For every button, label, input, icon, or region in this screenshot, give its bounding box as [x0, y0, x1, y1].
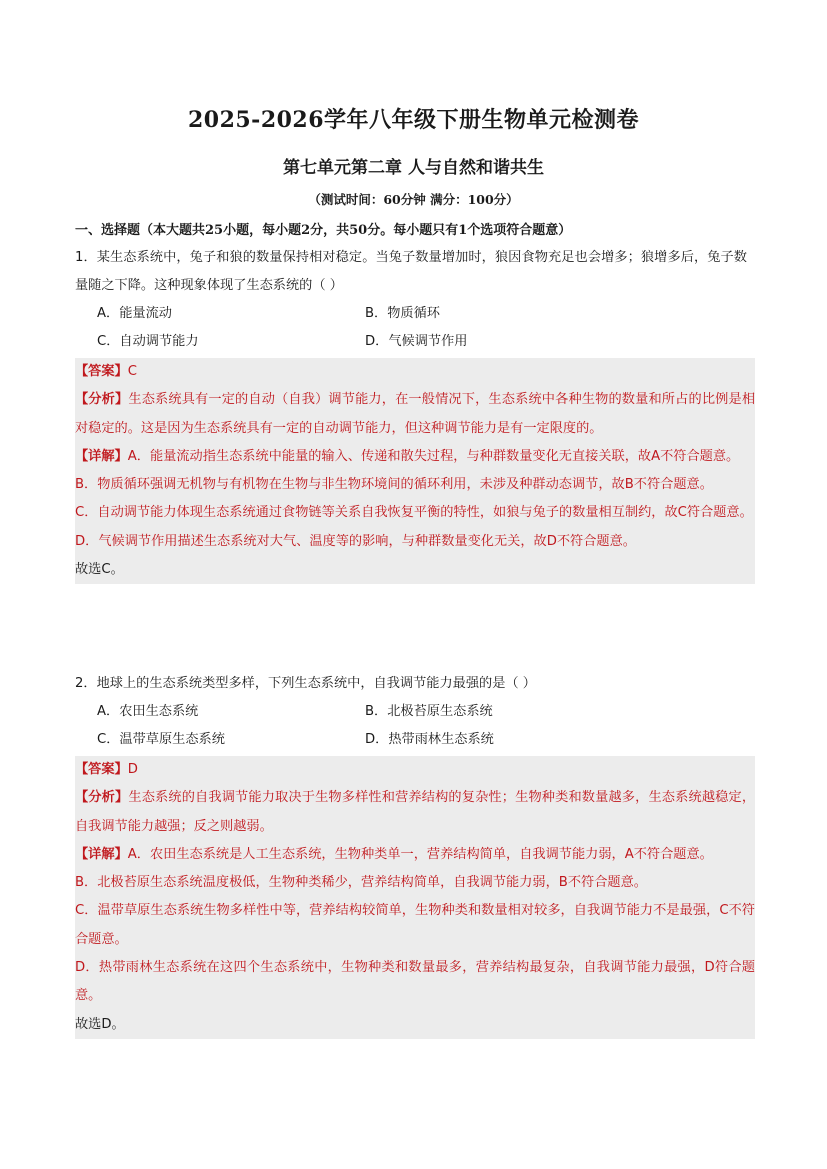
answer-label: 【答案】	[75, 364, 128, 379]
detail-label: 【详解】	[75, 846, 128, 862]
analysis-text: 生态系统具有一定的自动（自我）调节能力，在一般情况下，生态系统中各种生物的数量和所占的比例是相对稳定的。这是因为生态系统具有一定的自动调节能力，但这种调节能力是有一定限度的。	[75, 392, 756, 436]
question-2-option-b: B．北极苔原生态系统	[365, 704, 493, 719]
question-2-answer	[75, 756, 755, 784]
question-1-solution	[75, 358, 755, 584]
question-2-option-c: C．温带草原生态系统	[97, 732, 225, 747]
question-2-option-a: A．农田生态系统	[97, 704, 199, 719]
detail-text: A．农田生态系统是人工生态系统，生物种类单一，营养结构简单，自我调节能力弱，A不符合题意。	[127, 846, 713, 862]
question-1-option-d: D．气候调节作用	[365, 334, 468, 349]
question-1-detail-c: C．自动调节能力体现生态系统通过食物链等关系自我恢复平衡的特性，如狼与兔子的数量相互制约，故C符合题意。	[75, 505, 753, 521]
question-2-detail-d: D．热带雨林生态系统在这四个生态系统中，生物种类和数量最多，营养结构最复杂，自我调节能力最强，D符合题意。	[75, 960, 755, 1004]
question-1-stem: 1．某生态系统中，兔子和狼的数量保持相对稳定。当兔子数量增加时，狼因食物充足也会增多；狼增多后，兔子数量随之下降。这种现象体现了生态系统的（ ）	[75, 250, 747, 293]
question-1-option-c: C．自动调节能力	[97, 334, 199, 349]
question-1-option-a: A．能量流动	[97, 306, 172, 321]
question-1-conclusion: 故选C。	[75, 562, 124, 578]
exam-title: 2025-2026学年八年级下册生物单元检测卷	[187, 107, 640, 133]
question-1-analysis	[75, 386, 755, 443]
question-2-detail-c: C．温带草原生态系统生物多样性中等，营养结构较简单，生物种类和数量相对较多，自我调节能力不是最强，C不符合题意。	[75, 903, 755, 947]
question-1-option-b: B．物质循环	[365, 306, 440, 321]
question-2-conclusion: 故选D。	[75, 1016, 125, 1032]
question-2-detail-b: B．北极苔原生态系统温度极低，生物种类稀少，营养结构简单，自我调节能力弱，B不符合题意。	[75, 875, 647, 891]
question-1-detail-b: B．物质循环强调无机物与有机物在生物与非生物环境间的循环利用，未涉及种群动态调节，故B不符合题意。	[75, 477, 713, 493]
question-2-option-d: D．热带雨林生态系统	[365, 732, 494, 747]
chapter-subtitle: 第七单元第二章 人与自然和谐共生	[283, 158, 544, 178]
question-1-detail-a	[75, 443, 755, 471]
question-1-detail-d: D．气候调节作用描述生态系统对大气、温度等的影响，与种群数量变化无关，故D不符合题意。	[75, 533, 636, 549]
question-2-solution	[75, 756, 755, 1039]
exam-meta: （测试时间：60分钟 满分：100分）	[308, 192, 519, 207]
question-2-stem: 2．地球上的生态系统类型多样，下列生态系统中，自我调节能力最强的是（ ）	[75, 676, 536, 691]
answer-label: 【答案】	[75, 762, 128, 777]
question-2-detail-a	[75, 841, 755, 869]
section-heading: 一、选择题（本大题共25小题，每小题2分，共50分。每小题只有1个选项符合题意）	[75, 223, 572, 238]
analysis-label: 【分析】	[75, 790, 129, 806]
detail-text: A．能量流动指生态系统中能量的输入、传递和散失过程，与种群数量变化无直接关联，故A不符合题意。	[127, 448, 740, 464]
question-1-answer	[75, 358, 755, 386]
answer-value: C	[127, 364, 137, 379]
answer-value: D	[127, 762, 138, 777]
analysis-text: 生态系统的自我调节能力取决于生物多样性和营养结构的复杂性；生物种类和数量越多，生态系统越稳定，自我调节能力越强；反之则越弱。	[75, 790, 756, 834]
detail-label: 【详解】	[75, 448, 128, 464]
analysis-label: 【分析】	[75, 392, 129, 408]
question-2-analysis	[75, 784, 755, 841]
